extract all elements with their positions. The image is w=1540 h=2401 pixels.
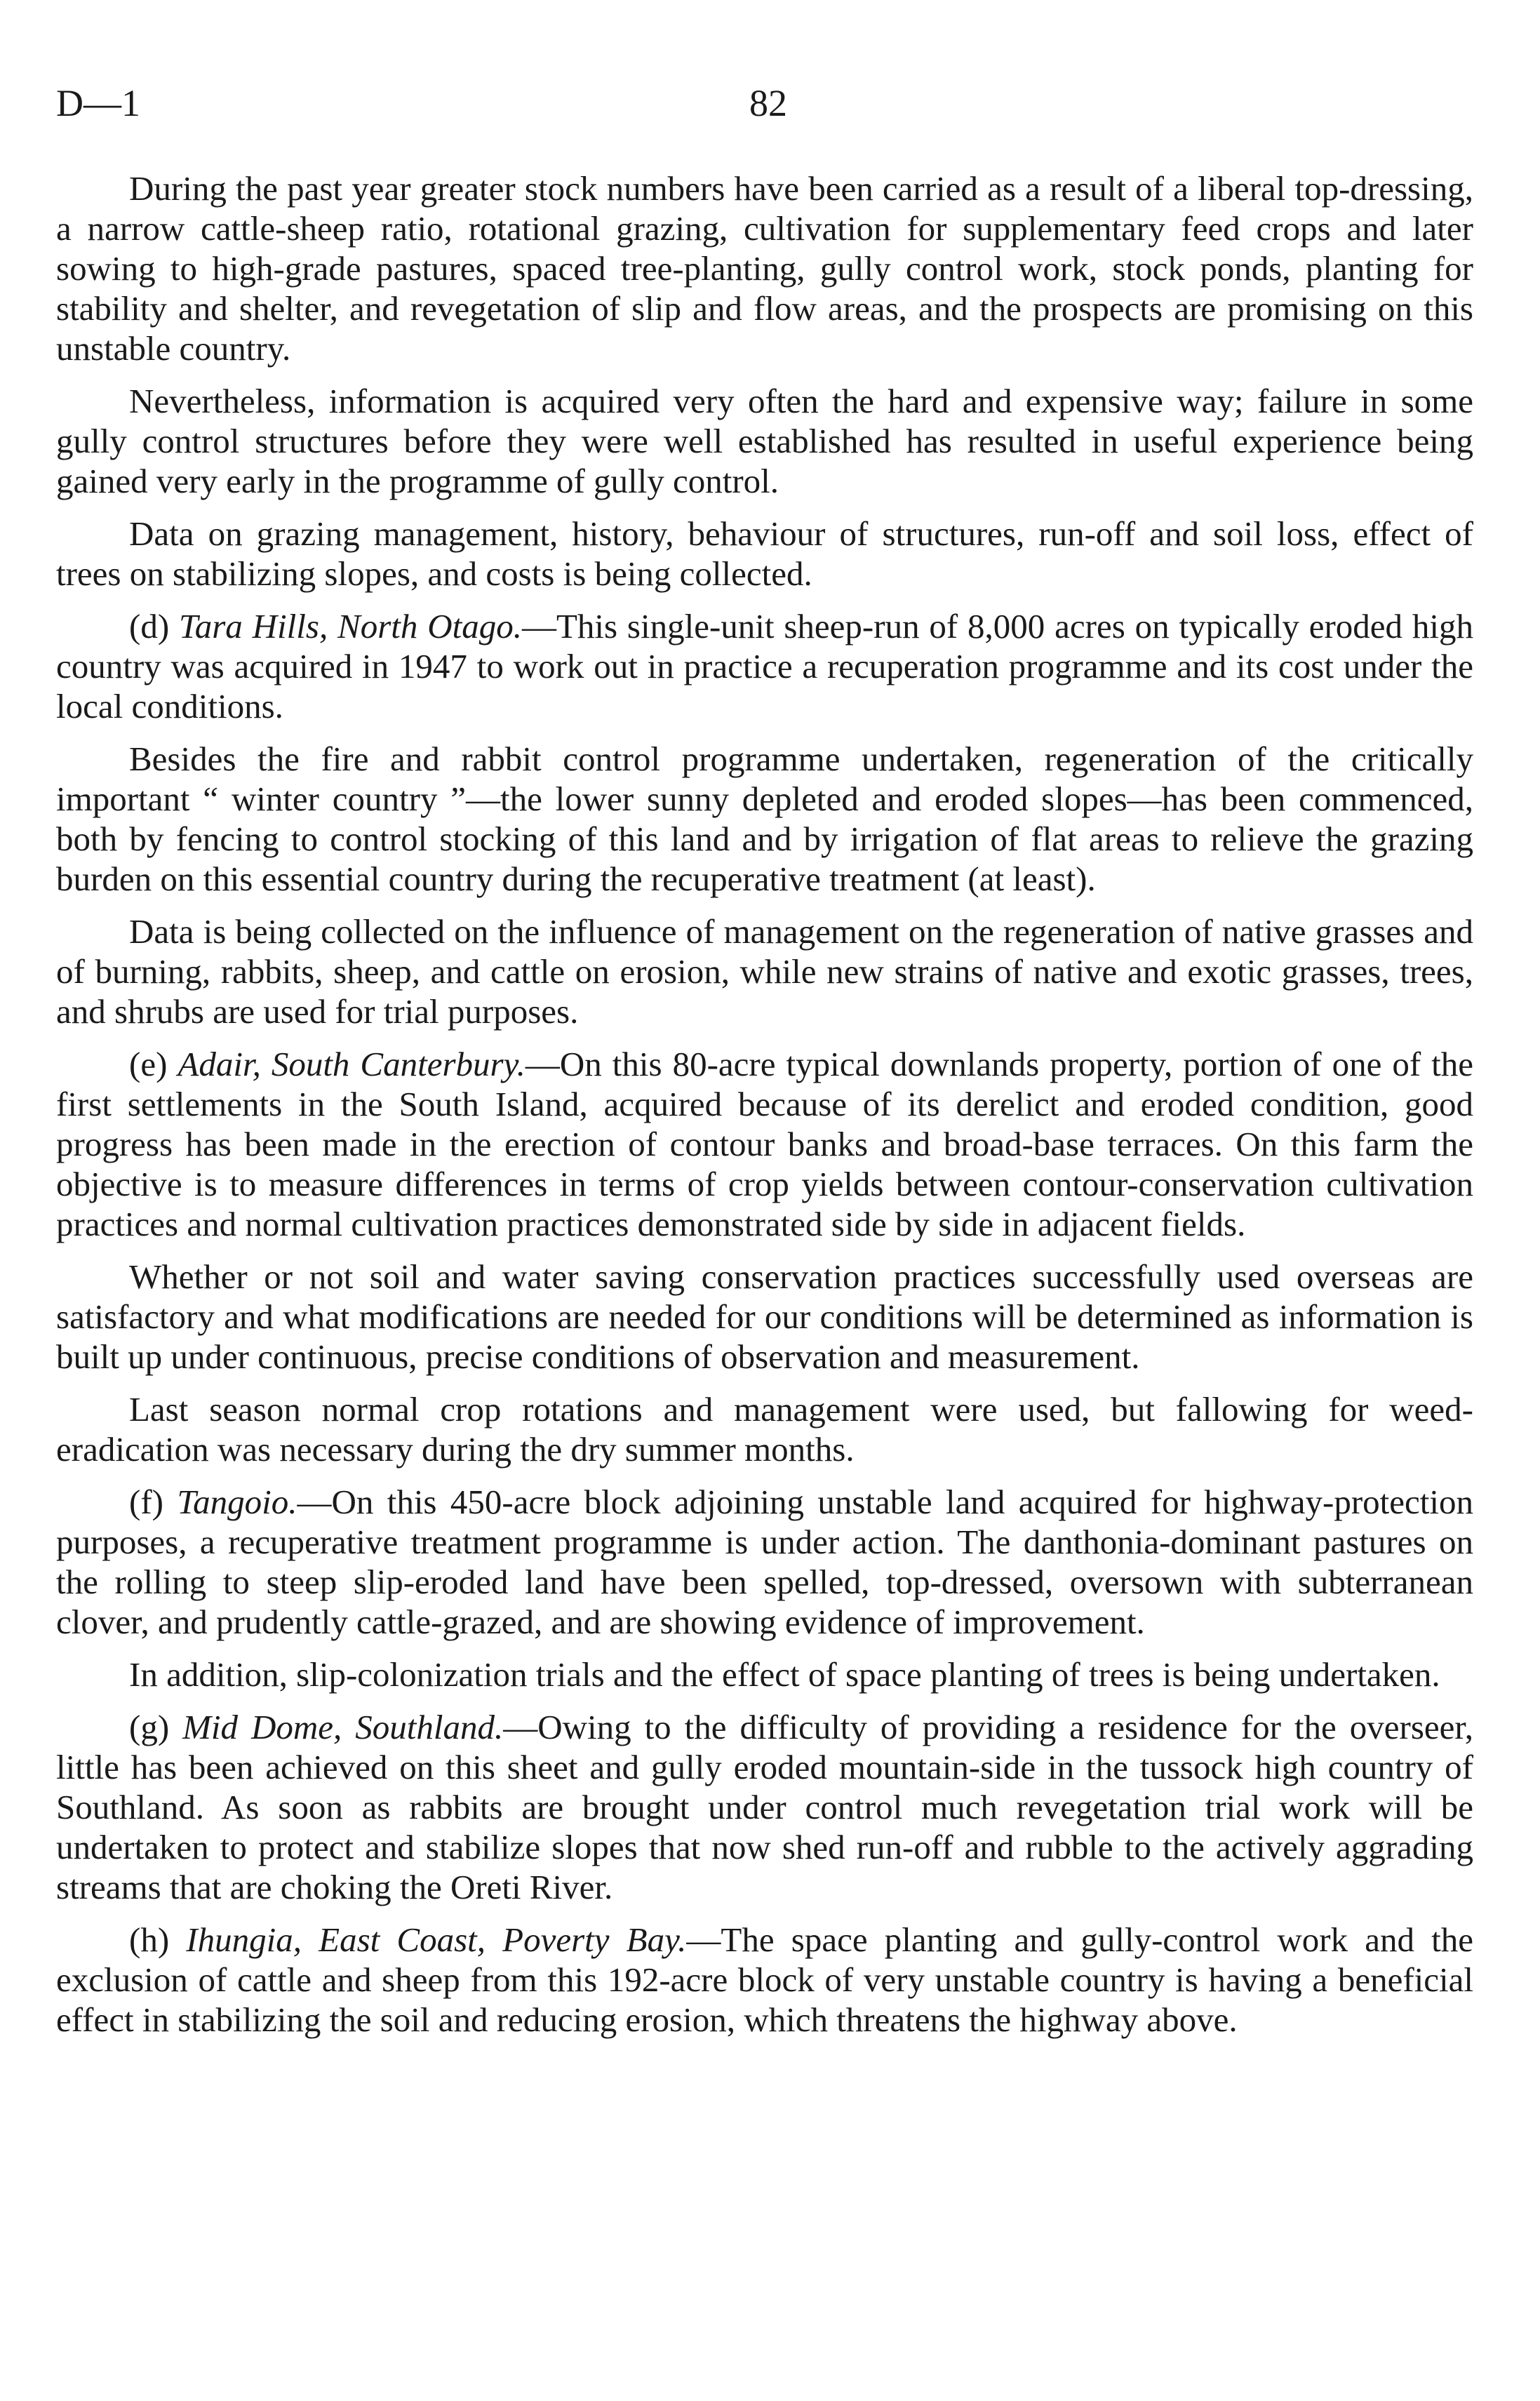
paragraph-crop-rotations — [56, 1389, 1473, 1469]
paragraph-tangoio — [56, 1482, 1473, 1642]
paragraph-text: —On this 80-acre typical downlands property, portion of one of the first settlements in the South Island, acquired because of its derelict and eroded condition, good progress has been made in the erection of contour banks and broad-base terraces. On this farm the objective is to measure differences in terms of crop yields between contour-conservation cultivation practices and normal cultivation practices demonstrated side by side in adjacent fields. — [56, 1045, 1473, 1243]
section-place: Mid Dome, Southland. — [182, 1708, 504, 1746]
document-code: D—1 — [56, 82, 140, 124]
paragraph-text: —On this 450-acre block adjoining unstable land acquired for highway-protection purposes, a recuperative treatment programme is under action. The danthonia-dominant pastures on the rolling to steep slip-eroded land have been spelled, top-dressed, oversown with subterranean clover, and prudently cattle-grazed, and are showing evidence of improvement. — [56, 1483, 1473, 1641]
paragraph-fire-rabbit-control — [56, 739, 1473, 899]
paragraph-information-acquired — [56, 381, 1473, 501]
paragraph-data-management — [56, 911, 1473, 1031]
paragraph-text: —The space planting and gully-control work and the exclusion of cattle and sheep from this 192-acre block of very unstable country is having a beneficial effect in stabilizing the soil and reducing erosion, which threatens the highway above. — [56, 1920, 1473, 2039]
paragraph-slip-colonization — [56, 1654, 1473, 1694]
paragraph-mid-dome — [56, 1707, 1473, 1907]
page-header — [56, 79, 1480, 128]
paragraph-stock-numbers — [56, 168, 1473, 368]
paragraph-text: —Owing to the difficulty of providing a residence for the overseer, little has been achieved on this sheet and gully eroded mountain-side in the tussock high country of Southland. As soon as rabbits are brought under control much revegetation trial work will be undertaken to protect and stabilize slopes that now shed run-off and rubble to the actively aggrading streams that are choking the Oreti River. — [56, 1708, 1474, 1906]
section-label: (g) — [129, 1708, 170, 1746]
paragraph-text: In addition, slip-colonization trials and the effect of space planting of trees is being undertaken. — [129, 1655, 1440, 1694]
paragraph-conservation-practices — [56, 1257, 1473, 1377]
section-place: Tangoio. — [177, 1483, 297, 1521]
section-place: Adair, South Canterbury. — [178, 1045, 525, 1083]
paragraph-text: Besides the fire and rabbit control programme undertaken, regeneration of the critically important “ winter country ”—the lower sunny depleted and eroded slopes—has been commenced, both by fencing to control stocking of this land and by irrigation of flat areas to relieve the grazing burden on this essential country during the recuperative treatment (at least). — [56, 740, 1473, 898]
paragraph-text: During the past year greater stock numbers have been carried as a result of a liberal top-dressing, a narrow cattle-sheep ratio, rotational grazing, cultivation for supplementary feed crops and later sowing to high-grade pastures, spaced tree-planting, gully control work, stock ponds, planting for stability and shelter, and revegetation of slip and flow areas, and the prospects are promising on this unstable country. — [56, 169, 1473, 368]
paragraph-text: Nevertheless, information is acquired very often the hard and expensive way; failure in some gully control structures before they were well established has resulted in useful experience being gained very early in the programme of gully control. — [56, 382, 1473, 500]
paragraph-text: Data is being collected on the influence of management on the regeneration of native grasses and of burning, rabbits, sheep, and cattle on erosion, while new strains of native and exotic grasses, trees, and shrubs are used for trial purposes. — [56, 912, 1473, 1031]
section-label: (d) — [129, 607, 170, 646]
section-place: Tara Hills, North Otago. — [178, 607, 522, 646]
body-text — [56, 168, 1473, 2052]
paragraph-tara-hills — [56, 606, 1473, 726]
paragraph-text: —This single-unit sheep-run of 8,000 acres on typically eroded high country was acquired in 1947 to work out in practice a recuperation programme and its cost under the local conditions. — [56, 607, 1474, 725]
paragraph-adair — [56, 1044, 1473, 1244]
section-place: Ihungia, East Coast, Poverty Bay. — [186, 1920, 687, 1959]
paragraph-text: Whether or not soil and water saving conservation practices successfully used overseas are satisfactory and what modifications are needed for our conditions will be determined as information is built up under continuous, precise conditions of observation and measurement. — [56, 1257, 1473, 1376]
section-label: (e) — [129, 1045, 168, 1083]
page-number: 82 — [749, 82, 787, 124]
section-label: (f) — [129, 1483, 163, 1521]
paragraph-data-grazing — [56, 514, 1473, 594]
section-label: (h) — [129, 1920, 170, 1959]
paragraph-text: Last season normal crop rotations and management were used, but fallowing for weed-eradication was necessary during the dry summer months. — [56, 1390, 1473, 1469]
paragraph-ihungia — [56, 1920, 1473, 2040]
paragraph-text: Data on grazing management, history, behaviour of structures, run-off and soil loss, effect of trees on stabilizing slopes, and costs is being collected. — [56, 514, 1473, 593]
